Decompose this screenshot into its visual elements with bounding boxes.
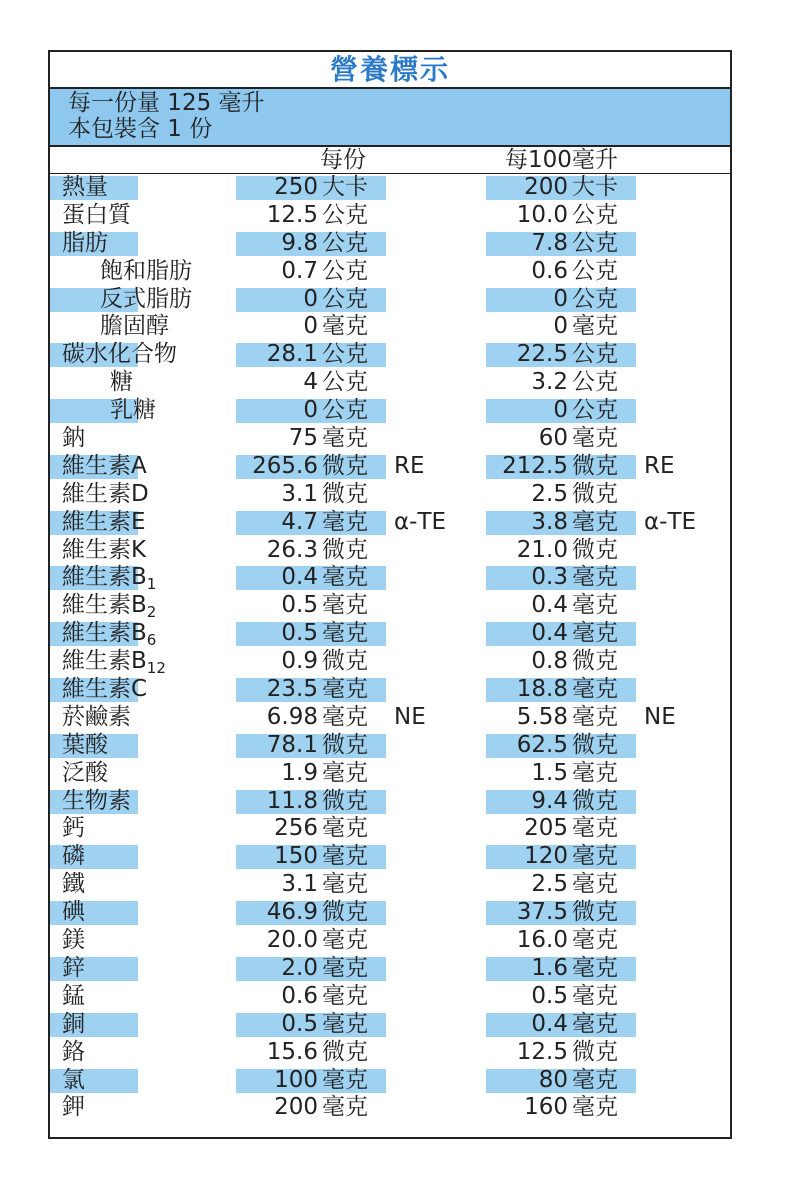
per-serving-unit: 毫克	[322, 871, 368, 898]
nutrient-row	[50, 676, 730, 704]
nutrient-row	[50, 704, 730, 732]
per-100ml-value: 22.5	[516, 341, 568, 368]
nutrient-name-text: 維生素B	[62, 620, 147, 647]
nutrient-name	[100, 313, 169, 341]
nutrient-name-text: 維生素K	[62, 536, 147, 563]
nutrient-row	[50, 202, 730, 230]
per-100ml-unit-suffix: RE	[644, 452, 675, 479]
column-header-row	[50, 147, 730, 174]
nutrient-name-text: 磷	[62, 843, 85, 870]
per-100ml-unit: 微克	[572, 536, 618, 563]
nutrient-row	[50, 927, 730, 955]
nutrient-name-text: 飽和脂肪	[100, 257, 192, 284]
nutrient-row	[50, 843, 730, 871]
nutrient-row	[50, 620, 730, 648]
per-serving-unit: 微克	[322, 452, 368, 479]
nutrient-row	[50, 648, 730, 676]
per-100ml-value: 0	[553, 313, 568, 340]
per-serving-value: 250	[274, 174, 318, 200]
nutrient-name-text: 膽固醇	[100, 313, 169, 340]
label-title: 營養標示	[50, 52, 730, 89]
per-serving-value: 0.5	[281, 620, 318, 647]
per-serving-unit: 毫克	[322, 759, 368, 786]
per-100ml-unit: 毫克	[572, 1094, 618, 1121]
nutrient-row	[50, 788, 730, 816]
nutrient-name	[62, 425, 85, 453]
nutrient-row	[50, 369, 730, 397]
nutrient-name	[62, 899, 85, 927]
per-100ml-unit: 毫克	[572, 676, 618, 703]
nutrient-name	[62, 955, 85, 983]
per-100ml-value: 205	[524, 815, 568, 842]
per-serving-unit-suffix: NE	[394, 703, 426, 730]
nutrition-label	[48, 50, 732, 1139]
serving-info	[50, 89, 730, 147]
per-100ml-unit: 毫克	[572, 1066, 618, 1093]
per-100ml-unit: 公克	[572, 397, 618, 424]
per-100ml-value: 120	[524, 843, 568, 870]
per-100ml-unit: 毫克	[572, 620, 618, 647]
per-100ml-unit: 毫克	[572, 1010, 618, 1037]
per-serving-value: 0.5	[281, 1010, 318, 1037]
per-100ml-unit: 微克	[572, 648, 618, 675]
nutrient-rows	[50, 174, 730, 1122]
per-100ml-unit-suffix: NE	[644, 703, 676, 730]
per-100ml-unit: 微克	[572, 787, 618, 814]
nutrient-name-text: 鉻	[62, 1038, 85, 1065]
per-serving-unit: 公克	[322, 397, 368, 424]
per-100ml-unit: 公克	[572, 369, 618, 396]
nutrient-row	[50, 481, 730, 509]
per-serving-value: 0	[303, 397, 318, 424]
per-serving-unit: 毫克	[322, 815, 368, 842]
per-serving-value: 150	[274, 843, 318, 870]
per-100ml-unit: 毫克	[572, 592, 618, 619]
nutrient-name-text: 碳水化合物	[62, 341, 177, 368]
nutrient-subscript: 12	[146, 659, 166, 678]
per-serving-unit: 毫克	[322, 1010, 368, 1037]
nutrient-name	[62, 871, 85, 899]
nutrient-name-text: 脂肪	[62, 229, 108, 256]
per-serving-unit: 公克	[322, 341, 368, 368]
per-100ml-value: 10.0	[516, 201, 568, 228]
per-serving-unit: 毫克	[322, 1094, 368, 1121]
per-100ml-value: 21.0	[516, 536, 568, 563]
per-100ml-value: 0	[553, 397, 568, 424]
nutrient-name	[62, 537, 146, 565]
per-serving-unit: 公克	[322, 369, 368, 396]
nutrient-name-text: 鈉	[62, 425, 85, 452]
per-100ml-value: 9.4	[531, 787, 568, 814]
nutrient-name-text: 維生素A	[62, 452, 147, 479]
per-serving-value: 9.8	[281, 229, 318, 256]
nutrient-row	[50, 1039, 730, 1067]
nutrient-subscript: 2	[146, 603, 157, 622]
nutrient-name-text: 鉀	[62, 1094, 85, 1121]
nutrient-name-text: 乳糖	[110, 397, 156, 424]
nutrient-name	[62, 760, 108, 788]
per-100ml-unit: 毫克	[572, 313, 618, 340]
per-100ml-value: 1.6	[531, 954, 568, 981]
per-serving-value: 256	[274, 815, 318, 842]
nutrient-name-text: 葉酸	[62, 731, 108, 758]
per-100ml-unit: 毫克	[572, 954, 618, 981]
per-100ml-value: 0.4	[531, 620, 568, 647]
nutrient-row	[50, 1067, 730, 1095]
per-serving-unit: 公克	[322, 201, 368, 228]
nutrient-name-text: 蛋白質	[62, 201, 131, 228]
per-serving-unit: 毫克	[322, 313, 368, 340]
per-100ml-value: 0.5	[531, 982, 568, 1009]
nutrient-row	[50, 258, 730, 286]
per-100ml-unit: 毫克	[572, 982, 618, 1009]
per-serving-value: 4.7	[281, 508, 318, 535]
nutrient-name-text: 鎂	[62, 927, 85, 954]
per-serving-unit: 毫克	[322, 425, 368, 452]
nutrient-row	[50, 815, 730, 843]
nutrient-row	[50, 397, 730, 425]
nutrient-name	[62, 648, 166, 676]
nutrient-name-text: 泛酸	[62, 759, 108, 786]
per-100ml-value: 2.5	[531, 871, 568, 898]
per-serving-unit: 毫克	[322, 954, 368, 981]
per-100ml-value: 0	[553, 285, 568, 312]
per-100ml-value: 0.3	[531, 564, 568, 591]
nutrient-name	[110, 397, 156, 425]
per-100ml-unit: 毫克	[572, 843, 618, 870]
per-serving-value: 265.6	[252, 452, 318, 479]
nutrient-name	[62, 341, 177, 369]
nutrient-name	[100, 258, 192, 286]
nutrient-row	[50, 1094, 730, 1122]
per-serving-unit: 公克	[322, 229, 368, 256]
nutrient-name-text: 碘	[62, 899, 85, 926]
nutrient-name	[62, 509, 146, 537]
nutrient-name	[110, 369, 133, 397]
nutrient-subscript: 6	[146, 631, 157, 650]
nutrient-row	[50, 537, 730, 565]
per-serving-value: 0.4	[281, 564, 318, 591]
nutrient-name-text: 氯	[62, 1066, 85, 1093]
nutrient-name	[62, 704, 131, 732]
per-serving-unit: 毫克	[322, 592, 368, 619]
per-100ml-unit: 微克	[572, 899, 618, 926]
nutrient-name	[62, 592, 156, 620]
per-serving-value: 15.6	[266, 1038, 318, 1065]
nutrient-row	[50, 230, 730, 258]
per-100ml-value: 7.8	[531, 229, 568, 256]
per-serving-unit: 毫克	[322, 927, 368, 954]
per-serving-unit: 毫克	[322, 620, 368, 647]
per-serving-unit: 毫克	[322, 564, 368, 591]
per-100ml-unit: 微克	[572, 731, 618, 758]
per-100ml-value: 80	[538, 1066, 568, 1093]
per-serving-value: 0	[303, 313, 318, 340]
nutrient-row	[50, 592, 730, 620]
per-serving-unit-suffix: α-TE	[394, 508, 447, 535]
nutrient-name-text: 反式脂肪	[100, 285, 192, 312]
nutrient-row	[50, 871, 730, 899]
nutrient-name-text: 維生素C	[62, 676, 148, 703]
per-serving-unit: 公克	[322, 257, 368, 284]
nutrient-name	[62, 1094, 85, 1122]
per-100ml-unit: 毫克	[572, 425, 618, 452]
per-100ml-unit: 微克	[572, 480, 618, 507]
nutrient-name-text: 維生素E	[62, 508, 146, 535]
per-100ml-value: 18.8	[516, 676, 568, 703]
per-100ml-unit: 微克	[572, 452, 618, 479]
per-100ml-value: 212.5	[502, 452, 568, 479]
per-100ml-unit: 毫克	[572, 815, 618, 842]
per-100ml-value: 3.8	[531, 508, 568, 535]
per-serving-unit: 公克	[322, 285, 368, 312]
per-serving-unit: 微克	[322, 480, 368, 507]
nutrient-row	[50, 983, 730, 1011]
nutrient-name-text: 熱量	[62, 174, 108, 200]
nutrient-name	[62, 1011, 85, 1039]
nutrient-name-text: 維生素B	[62, 564, 147, 591]
nutrient-row	[50, 899, 730, 927]
per-100ml-value: 160	[524, 1094, 568, 1121]
nutrient-row	[50, 1011, 730, 1039]
per-serving-value: 0.5	[281, 592, 318, 619]
nutrient-name-text: 菸鹼素	[62, 703, 131, 730]
nutrient-name-text: 維生素B	[62, 648, 147, 675]
nutrient-name	[62, 843, 85, 871]
per-100ml-value: 37.5	[516, 899, 568, 926]
per-serving-unit: 微克	[322, 787, 368, 814]
per-serving-value: 26.3	[266, 536, 318, 563]
per-100ml-unit: 公克	[572, 257, 618, 284]
per-serving-unit: 微克	[322, 536, 368, 563]
nutrient-name-text: 鋅	[62, 954, 85, 981]
per-serving-unit: 毫克	[322, 676, 368, 703]
per-serving-value: 2.0	[281, 954, 318, 981]
per-serving-value: 3.1	[281, 480, 318, 507]
per-serving-value: 75	[288, 425, 318, 452]
per-serving-value: 0.7	[281, 257, 318, 284]
per-100ml-unit: 微克	[572, 1038, 618, 1065]
servings-per-package: 本包裝含 1 份	[68, 116, 213, 142]
per-serving-unit: 毫克	[322, 703, 368, 730]
per-serving-unit: 大卡	[322, 174, 368, 200]
per-serving-unit: 微克	[322, 899, 368, 926]
nutrient-name-text: 生物素	[62, 787, 131, 814]
per-100ml-unit: 毫克	[572, 927, 618, 954]
per-serving-value: 46.9	[266, 899, 318, 926]
per-100ml-unit: 毫克	[572, 871, 618, 898]
per-serving-value: 12.5	[266, 201, 318, 228]
nutrient-name	[62, 732, 108, 760]
column-header-per-serving: 每份	[320, 147, 366, 173]
nutrient-name	[100, 286, 192, 314]
nutrient-subscript: 1	[146, 575, 157, 594]
nutrient-name-text: 銅	[62, 1010, 85, 1037]
per-serving-value: 3.1	[281, 871, 318, 898]
nutrient-name-text: 鐵	[62, 871, 85, 898]
per-100ml-value: 0.6	[531, 257, 568, 284]
per-100ml-value: 0.4	[531, 1010, 568, 1037]
nutrient-row	[50, 174, 730, 202]
per-serving-value: 6.98	[266, 703, 318, 730]
nutrient-name-text: 維生素B	[62, 592, 147, 619]
per-serving-value: 1.9	[281, 759, 318, 786]
per-100ml-value: 2.5	[531, 480, 568, 507]
per-100ml-value: 0.8	[531, 648, 568, 675]
per-serving-value: 0	[303, 285, 318, 312]
per-100ml-value: 0.4	[531, 592, 568, 619]
nutrient-name	[62, 676, 147, 704]
per-100ml-unit: 毫克	[572, 759, 618, 786]
column-header-per-100ml: 每100毫升	[505, 147, 618, 173]
nutrient-name	[62, 174, 108, 202]
per-100ml-value: 1.5	[531, 759, 568, 786]
nutrient-row	[50, 286, 730, 314]
per-100ml-unit-suffix: α-TE	[644, 508, 697, 535]
nutrient-name	[62, 1067, 85, 1095]
per-100ml-value: 12.5	[516, 1038, 568, 1065]
serving-size: 每一份量 125 毫升	[68, 90, 265, 116]
per-serving-unit: 微克	[322, 1038, 368, 1065]
nutrient-row	[50, 425, 730, 453]
per-serving-unit: 毫克	[322, 982, 368, 1009]
per-100ml-value: 60	[538, 425, 568, 452]
nutrient-name	[62, 230, 108, 258]
per-100ml-unit: 公克	[572, 285, 618, 312]
nutrient-name-text: 維生素D	[62, 480, 149, 507]
per-serving-value: 4	[303, 369, 318, 396]
nutrient-row	[50, 564, 730, 592]
nutrient-row	[50, 341, 730, 369]
nutrient-name	[62, 202, 131, 230]
per-100ml-unit: 公克	[572, 341, 618, 368]
nutrient-row	[50, 509, 730, 537]
per-serving-value: 0.9	[281, 648, 318, 675]
nutrient-name-text: 糖	[110, 369, 133, 396]
per-100ml-value: 5.58	[516, 703, 568, 730]
nutrient-name	[62, 927, 85, 955]
nutrient-row	[50, 313, 730, 341]
nutrient-row	[50, 453, 730, 481]
per-100ml-value: 200	[524, 174, 568, 200]
per-serving-unit: 毫克	[322, 508, 368, 535]
per-100ml-unit: 公克	[572, 201, 618, 228]
per-serving-value: 0.6	[281, 982, 318, 1009]
per-serving-value: 200	[274, 1094, 318, 1121]
per-serving-value: 28.1	[266, 341, 318, 368]
nutrient-name	[62, 815, 85, 843]
per-100ml-unit: 毫克	[572, 564, 618, 591]
per-serving-value: 78.1	[266, 731, 318, 758]
nutrient-name	[62, 983, 85, 1011]
per-100ml-unit: 毫克	[572, 703, 618, 730]
per-100ml-unit: 公克	[572, 229, 618, 256]
nutrient-row	[50, 955, 730, 983]
per-serving-unit: 毫克	[322, 1066, 368, 1093]
per-serving-value: 20.0	[266, 927, 318, 954]
per-serving-value: 23.5	[266, 676, 318, 703]
nutrient-name	[62, 1039, 85, 1067]
per-100ml-value: 3.2	[531, 369, 568, 396]
nutrient-name	[62, 788, 131, 816]
per-100ml-value: 62.5	[516, 731, 568, 758]
per-100ml-unit: 毫克	[572, 508, 618, 535]
per-serving-unit: 微克	[322, 648, 368, 675]
nutrient-name-text: 鈣	[62, 815, 85, 842]
nutrient-row	[50, 732, 730, 760]
nutrient-name	[62, 620, 156, 648]
per-100ml-unit: 大卡	[572, 174, 618, 200]
nutrient-name	[62, 453, 147, 481]
nutrient-row	[50, 760, 730, 788]
per-serving-value: 100	[274, 1066, 318, 1093]
per-100ml-value: 16.0	[516, 927, 568, 954]
nutrient-name	[62, 481, 149, 509]
nutrient-name-text: 錳	[62, 982, 85, 1009]
per-serving-unit-suffix: RE	[394, 452, 425, 479]
per-serving-unit: 微克	[322, 731, 368, 758]
nutrient-name	[62, 564, 156, 592]
per-serving-unit: 毫克	[322, 843, 368, 870]
per-serving-value: 11.8	[266, 787, 318, 814]
